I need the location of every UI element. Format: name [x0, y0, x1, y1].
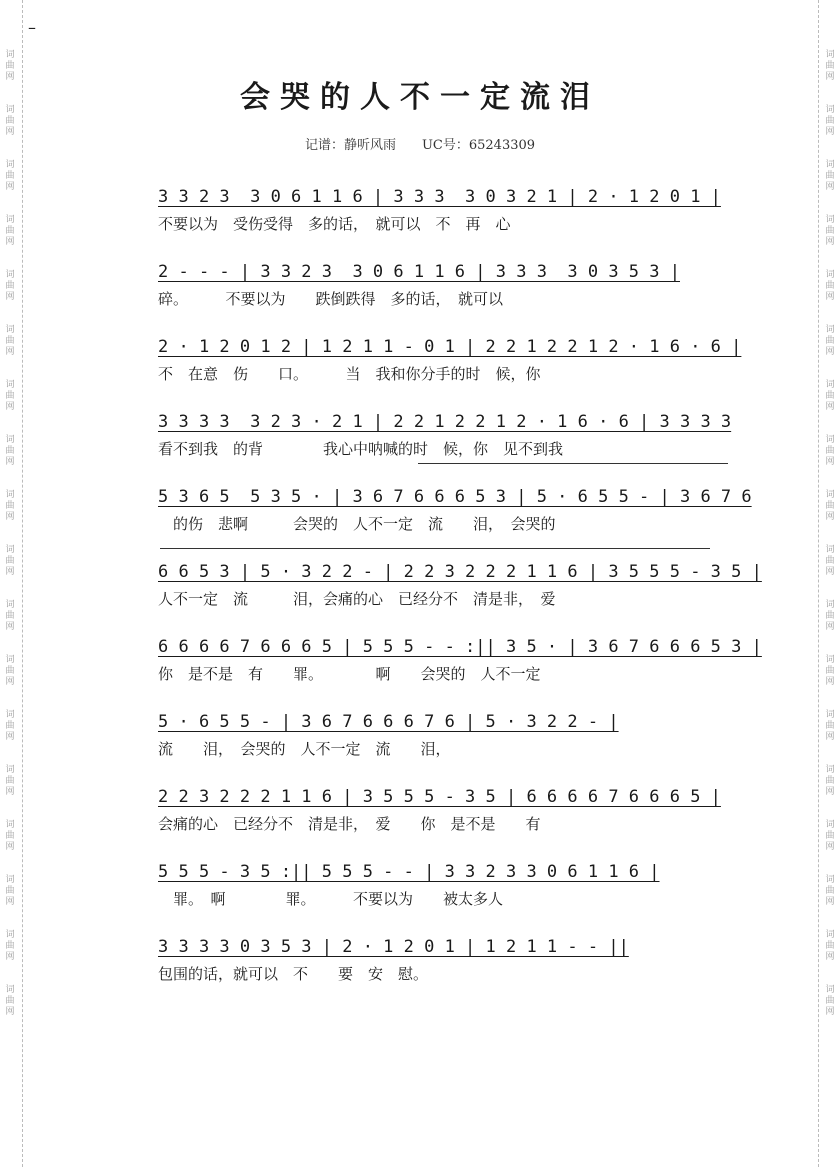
lyric-line: 你 是不是 有 罪。 啊 会哭的 人不一定: [158, 665, 541, 683]
lyric-line: 不要以为 受伤受得 多的话， 就可以 不 再 心: [158, 215, 511, 233]
corner-mark: –: [28, 18, 36, 37]
right-watermark: 词 曲 网 词 曲 网 词 曲 网 词 曲 网 词 曲 网 词 曲 网 词 曲 网 词 曲 网 词 曲 网 词 曲 网 词 曲 网 词 曲 网 词 曲 网 词 曲 网 词 曲 网 词 曲 网 词 曲 网 词 曲 网: [825, 50, 835, 1017]
lyric-line: 碎。 不要以为 跌倒跌得 多的话， 就可以: [158, 290, 504, 308]
notation-line: 3 3 3 3 0 3 5 3 | 2 · 1 2 0 1 | 1 2 1 1 - - ||: [158, 937, 629, 957]
score-system: [158, 561, 762, 621]
notation-line: 2 · 1 2 0 1 2 | 1 2 1 1 - 0 1 | 2 2 1 2 2 1 2 · 1 6 · 6 |: [158, 337, 742, 357]
notation-line: 2 - - - | 3 3 2 3 3 0 6 1 1 6 | 3 3 3 3 0 3 5 3 |: [158, 262, 680, 282]
notation-line: 6 6 5 3 | 5 · 3 2 2 - | 2 2 3 2 2 2 1 1 6 | 3 5 5 5 - 3 5 |: [158, 562, 762, 582]
notation-line: 5 3 6 5 5 3 5 · | 3 6 7 6 6 6 5 3 | 5 · 6 5 5 - | 3 6 7 6: [158, 487, 752, 507]
song-title: 会哭的人不一定流泪: [240, 80, 600, 115]
lyric-line: 人不一定 流 泪，会痛的心 已经分不 清是非， 爱: [158, 590, 556, 608]
lyric-line: 的伤 悲啊 会哭的 人不一定 流 泪， 会哭的: [158, 515, 556, 533]
right-margin-rule: [818, 0, 819, 1167]
left-margin-rule: [22, 0, 23, 1167]
lyric-line: 会痛的心 已经分不 清是非， 爱 你 是不是 有: [158, 815, 541, 833]
score-system: [158, 336, 742, 396]
notation-line: 3 3 2 3 3 0 6 1 1 6 | 3 3 3 3 0 3 2 1 | 2 · 1 2 0 1 |: [158, 187, 721, 207]
notation-line: 2 2 3 2 2 2 1 1 6 | 3 5 5 5 - 3 5 | 6 6 6 6 7 6 6 6 5 |: [158, 787, 721, 807]
score-system: [158, 186, 738, 246]
lyric-line: 包围的话，就可以 不 要 安 慰。: [158, 965, 429, 983]
lyric-line: 不 在意 伤 口。 当 我和你分手的时 候，你: [158, 365, 541, 383]
notation-line: 5 5 5 - 3 5 :|| 5 5 5 - - | 3 3 2 3 3 0 6 1 1 6 |: [158, 862, 660, 882]
score-system: [158, 936, 738, 996]
left-watermark: 词 曲 网 词 曲 网 词 曲 网 词 曲 网 词 曲 网 词 曲 网 词 曲 网 词 曲 网 词 曲 网 词 曲 网 词 曲 网 词 曲 网 词 曲 网 词 曲 网 词 曲 网 词 曲 网 词 曲 网 词 曲 网: [5, 50, 15, 1017]
transcriber-credit: 记谱：静听风雨 UC号：65243309: [304, 138, 536, 153]
divider-line: [418, 463, 728, 464]
divider-line: [160, 548, 710, 549]
score-system: [158, 786, 738, 846]
score-system: [158, 261, 738, 321]
lyric-line: 流 泪， 会哭的 人不一定 流 泪，: [158, 740, 451, 758]
score-system: [158, 636, 762, 696]
notation-line: 5 · 6 5 5 - | 3 6 7 6 6 6 7 6 | 5 · 3 2 2 - |: [158, 712, 619, 732]
score-system: [158, 486, 752, 546]
notation-line: 6 6 6 6 7 6 6 6 5 | 5 5 5 - - :|| 3 5 · | 3 6 7 6 6 6 5 3 |: [158, 637, 762, 657]
lyric-line: 看不到我 的背 我心中呐喊的时 候，你 见不到我: [158, 440, 564, 458]
score-system: [158, 411, 738, 471]
notation-line: 3 3 3 3 3 2 3 · 2 1 | 2 2 1 2 2 1 2 · 1 6 · 6 | 3 3 3 3: [158, 412, 732, 432]
lyric-line: 罪。 啊 罪。 不要以为 被太多人: [158, 890, 504, 908]
score-system: [158, 861, 738, 921]
score-system: [158, 711, 738, 771]
